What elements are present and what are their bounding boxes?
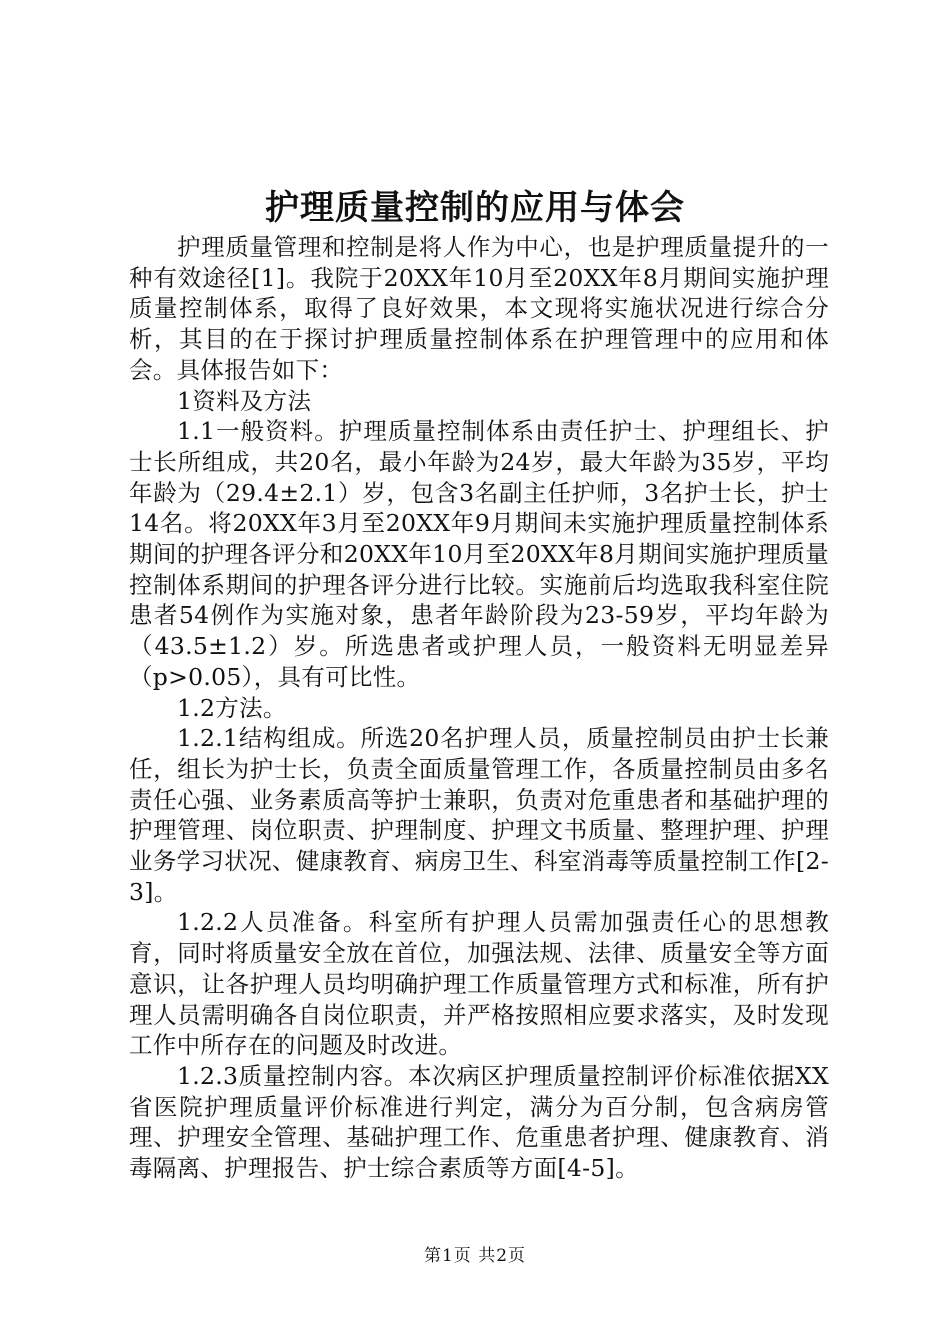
page-number-footer: 第1页 共2页 (423, 1246, 527, 1266)
paragraph-structure: 1.2.1结构组成。所选20名护理人员，质量控制员由护士长兼任，组长为护士长，负责全面质量管理工作，各质量控制员由多名责任心强、业务素质高等护士兼职，负责对危重患者和基础护理的护理管理、岗位职责、护理制度、护理文书质量、整理护理、护理业务学习状况、健康教育、病房卫生、科室消毒等质量控制工作[2-3]。 (129, 724, 829, 906)
intro-paragraph: 护理质量管理和控制是将人作为中心，也是护理质量提升的一种有效途径[1]。我院于20XX年10月至20XX年8月期间实施护理质量控制体系，取得了良好效果，本文现将实施状况进行综合分析，其目的在于探讨护理质量控制体系在护理管理中的应用和体会。具体报告如下： (129, 233, 829, 384)
document-title: 护理质量控制的应用与体会 (265, 188, 685, 228)
section-heading-materials-methods: 1资料及方法 (177, 386, 312, 415)
paragraph-staff-preparation: 1.2.2人员准备。科室所有护理人员需加强责任心的思想教育，同时将质量安全放在首位，加强法规、法律、质量安全等方面意识，让各护理人员均明确护理工作质量管理方式和标准，所有护理人员需明确各自岗位职责，并严格按照相应要求落实，及时发现工作中所存在的问题及时改进。 (129, 908, 829, 1060)
document-body (129, 232, 829, 1184)
paragraph-quality-control-content: 1.2.3质量控制内容。本次病区护理质量控制评价标准依据XX省医院护理质量评价标准进行判定，满分为百分制，包含病房管理、护理安全管理、基础护理工作、危重患者护理、健康教育、消毒隔离、护理报告、护士综合素质等方面[4-5]。 (129, 1061, 829, 1183)
paragraph-general-data: 1.1一般资料。护理质量控制体系由责任护士、护理组长、护士长所组成，共20名，最小年龄为24岁，最大年龄为35岁，平均年龄为（29.4±2.1）岁，包含3名副主任护师，3名护士长，护士14名。将20XX年3月至20XX年9月期间未实施护理质量控制体系期间的护理各评分和20XX年10月至20XX年8月期间实施护理质量控制体系期间的护理各评分进行比较。实施前后均选取我科室住院患者54例作为实施对象，患者年龄阶段为23-59岁，平均年龄为（43.5±1.2）岁。所选患者或护理人员，一般资料无明显差异（p>0.05），具有可比性。 (129, 417, 829, 691)
section-heading-methods: 1.2方法。 (177, 693, 287, 722)
